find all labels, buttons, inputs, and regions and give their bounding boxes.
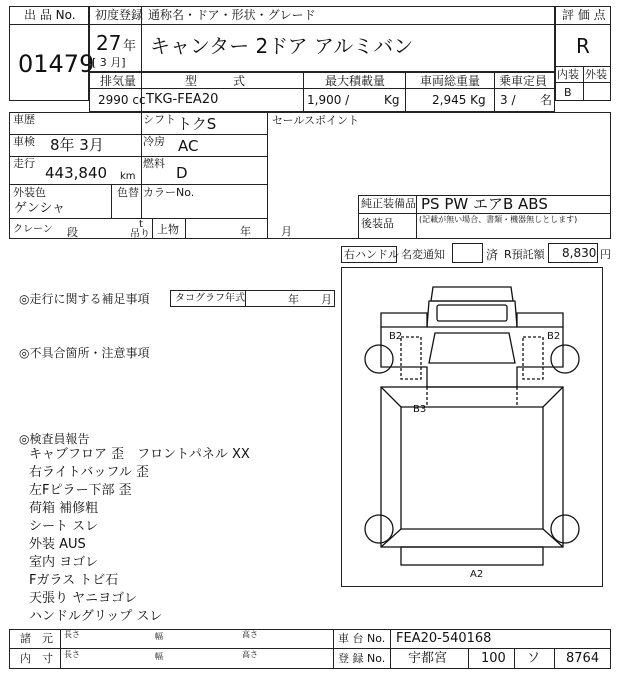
first-reg-year: 27 (96, 31, 122, 55)
lot-number: 01479 (18, 50, 95, 78)
damage-mark: B3 (413, 404, 427, 415)
reg-class: 100 (481, 651, 506, 666)
capacity-label: 乗車定員 (499, 74, 548, 88)
chassis-label: 車 台 No. (338, 632, 386, 645)
crane-label: クレーン (13, 224, 53, 235)
upper-year: 年 (240, 225, 251, 238)
mileage-label: 走行 (13, 157, 35, 170)
aircon-value: AC (178, 137, 199, 155)
inner-dims-label: 内 寸 (20, 652, 53, 665)
std-equipment-value: PS PW エアB ABS (421, 195, 548, 213)
report-line: 外装 AUS (29, 537, 86, 552)
inspector-report-label: ◎検査員報告 (19, 432, 90, 446)
interior-grade: B (564, 86, 572, 99)
mileage-value: 443,840 (45, 164, 108, 182)
after-equipment-label: 後装品 (361, 217, 394, 230)
first-reg-year-unit: 年 (123, 39, 137, 54)
color-code-label: 色替 (117, 186, 139, 199)
fuel-label: 燃料 (143, 157, 165, 170)
tacho-label: タコグラフ年式 (175, 293, 245, 304)
dims-length-label: 長さ (64, 630, 80, 639)
deposit-label: R預託額 (504, 248, 545, 261)
driving-notes-label: ◎走行に関する補足事項 (19, 292, 150, 306)
capacity-value: 3 / (500, 93, 516, 107)
color-no-label: カラーNo. (143, 186, 195, 199)
max-load-value: 1,900 / (307, 93, 350, 107)
inner-height-label: 高さ (242, 650, 258, 659)
mileage-unit: km (120, 171, 136, 182)
report-line: 荷箱 補修粗 (29, 501, 99, 516)
deposit-unit: 円 (600, 248, 611, 261)
crane-hang: 吊り (130, 229, 150, 240)
interior-label: 内装 (557, 68, 579, 81)
report-line: シート スレ (29, 519, 99, 534)
tax-paid: 済 (486, 248, 499, 262)
report-line: ハンドルグリップ スレ (29, 609, 163, 624)
name-change-box (452, 243, 483, 263)
report-line: Fガラス トビ石 (29, 573, 119, 588)
crane-stage: 段 (67, 226, 78, 239)
gross-weight-label: 車両総重量 (420, 74, 481, 88)
fuel-value: D (176, 164, 188, 182)
reg-place: 宇都宮 (408, 651, 448, 666)
tacho-year: 年 (288, 293, 299, 306)
footer-block (9, 629, 611, 669)
vehicle-damage-diagram (341, 267, 603, 587)
defect-notes-label: ◎不具合箇所・注意事項 (19, 346, 150, 360)
upper-month: 月 (281, 225, 292, 238)
reg-kana: ソ (527, 651, 541, 666)
shift-label: シフト (143, 113, 176, 126)
type-value: TKG-FEA20 (146, 92, 219, 107)
dims-label: 諸 元 (20, 632, 53, 645)
report-line: 右ライトバッフル 歪 (29, 465, 149, 480)
dims-height-label: 高さ (242, 630, 258, 639)
history-label: 車歴 (13, 113, 35, 126)
chassis-value: FEA20-540168 (396, 631, 492, 646)
overall-grade: R (576, 34, 590, 58)
damage-mark: B2 (547, 331, 561, 342)
damage-mark: A2 (470, 569, 484, 580)
report-line: 室内 ヨゴレ (29, 555, 99, 570)
upper-label: 上物 (157, 223, 179, 236)
inner-width-label: 幅 (155, 652, 163, 661)
grade-label: 評 価 点 (562, 8, 606, 22)
crane-ton: t (139, 219, 143, 230)
tacho-month: 月 (321, 293, 332, 306)
dims-width-label: 幅 (155, 632, 163, 641)
after-equipment-note: (記載が無い場合、書類・機器無しとします) (419, 215, 578, 224)
first-reg-month: [ 3 月] (92, 56, 126, 69)
inner-length-label: 長さ (64, 650, 80, 659)
inspection-label: 車検 (13, 135, 35, 148)
sales-point-label: セールスポイント (272, 114, 360, 127)
inspection-value: 8年 3月 (50, 136, 104, 154)
report-line: キャブフロア 歪 フロントパネル XX (29, 447, 250, 462)
color-value: ゲンシャ (14, 201, 66, 216)
name-change-label: 名変通知 (401, 248, 445, 261)
damage-mark: B2 (389, 331, 403, 342)
aircon-label: 冷房 (143, 135, 165, 148)
max-load-label: 最大積載量 (325, 74, 386, 88)
model-label: 通称名・ドア・形状・グレード (148, 8, 316, 22)
deposit-value: 8,830 (562, 246, 597, 260)
report-line: 左Fピラー下部 歪 (29, 483, 132, 498)
shift-value: トクS (177, 115, 217, 133)
color-label: 外装色 (13, 186, 46, 199)
reg-number: 8764 (566, 651, 600, 666)
std-equipment-label: 純正装備品 (361, 197, 416, 210)
first-reg-label: 初度登録 (95, 8, 144, 22)
lot-no-label: 出 品 No. (24, 8, 76, 22)
displacement-value: 2990 cc (98, 93, 146, 107)
type-label: 型 式 (185, 74, 246, 88)
rhd-label: 右ハンドル (344, 248, 399, 261)
model-name: キャンター 2ドア アルミバン (150, 34, 414, 58)
exterior-label: 外装 (585, 68, 607, 81)
displacement-label: 排気量 (100, 74, 137, 88)
capacity-unit: 名 (540, 93, 553, 107)
max-load-unit: Kg (384, 93, 400, 107)
gross-weight-value: 2,945 Kg (432, 93, 486, 107)
report-line: 天張り ヤニヨゴレ (29, 591, 138, 606)
reg-label: 登 録 No. (338, 652, 386, 665)
